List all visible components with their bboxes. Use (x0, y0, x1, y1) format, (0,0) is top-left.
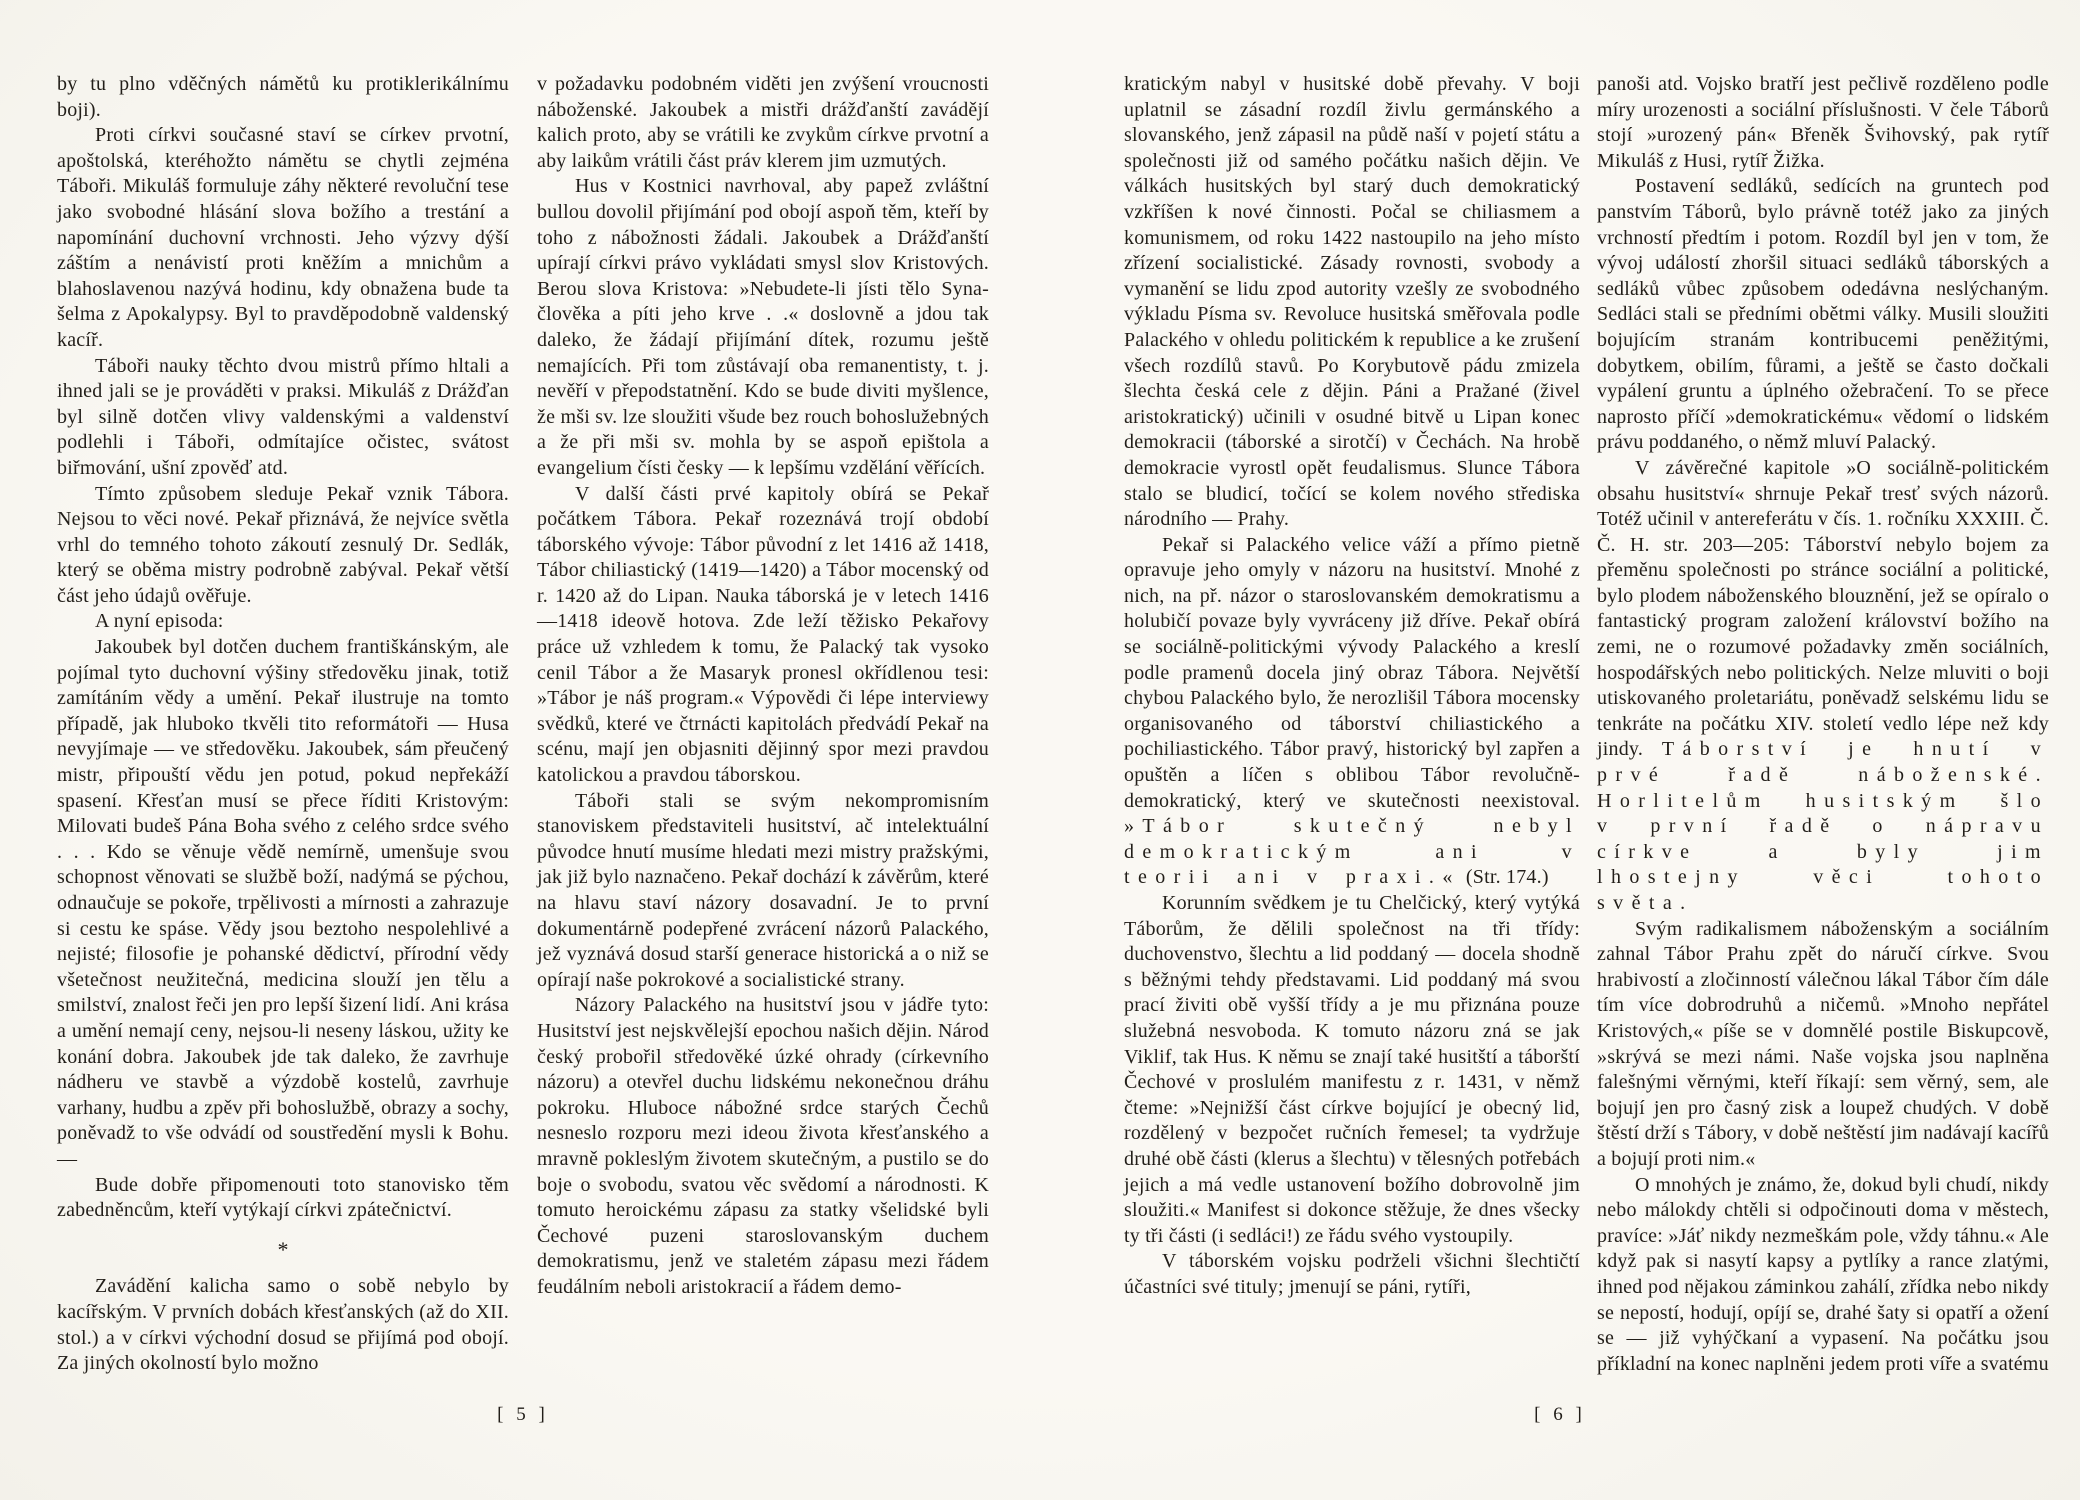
page5-column-1 (57, 72, 509, 1377)
page6-column-2 (1597, 72, 2049, 1377)
paragraph: Svým radikalismem náboženským a sociálním zahnal Tábor Prahu zpět do náručí církve. Svou hrabivostí a zločinností válečnou lákal Tábor čím dále tím více dobrodruhů a ničemů. »Mnoho nepřátel Kristových,« píše se v domnělé postile Biskupcově, »skrývá se mezi námi. Naše vojska jsou naplněna falešnými věrnými, kteří říkají: sem věrný, sem, ale bojují jen pro časný zisk a loupež chudých. V době štěstí drží s Tábory, v době neštěstí jim nadávají kacířů a bojují proti nim.« (1597, 917, 2049, 1170)
paragraph (1124, 533, 1580, 891)
page-left (57, 72, 989, 1462)
paragraph: Postavení sedláků, sedících na gruntech pod panstvím Táborů, bylo právně totéž jako za jiných vrchností předtím i potom. Rozdíl byl jen v tom, že vývoj událostí zhoršil situaci sedláků táborských a sedláků vůbec způsobem odedávna neslýchaným. Sedláci stali se předními obětmi války. Musili sloužiti bojujícím stranám kontribucemi peněžitými, dobytkem, obilím, fůrami, a ještě se často dočkali vypálení gruntu a úplného ožebračení. To se přece naprosto příčí »demokratickému« vědomí o lidském právu poddaného, o němž mluví Palacký. (1597, 175, 2049, 454)
paragraph: Názory Palackého na husitství jsou v jádře tyto: Husitství jest nejskvělejší epochou našich dějin. Národ český probořil středověké úzké ohrady (církevního názoru) a otevřel duchu lidskému nekonečnou dráhu pokroku. Hluboce nábožné srdce starých Čechů nesneslo rozporu mezi ideou života křesťanského a mravně pokleslým životem skutečným, a pustilo se do boje o svobodu, svatou věc svědomí a národnosti. K tomuto heroickému zápasu za statky všelidské byli Čechové puzeni staroslovanským duchem demokratismu, jenž ve staletém zápasu mezi řádem feudálním neboli aristokracií a řádem demo- (537, 994, 989, 1298)
paragraph-segment: (Str. 174.) (1460, 866, 1549, 889)
paragraph: panoši atd. Vojsko bratří jest pečlivě rozděleno podle míry urozenosti a sociální příslušnosti. V čele Táborů stojí »urozený pán« Břeněk Švihovský, pak rytíř Mikuláš z Husi, rytíř Žižka. (1597, 73, 2049, 172)
paragraph: Zavádění kalicha samo o sobě nebylo by kacířským. V prvních dobách křesťanských (až do XII. stol.) a v církvi východní dosud se přijímá pod obojí. Za jiných okolností bylo možno (57, 1275, 509, 1375)
page5-column-2 (537, 72, 989, 1301)
paragraph: Korunním svědkem je tu Chelčický, který vytýká Táborům, že dělili společnost na tři třídy: duchovenstvo, šlechtu a lid poddaný — docela shodně s běžnými tehdy představami. Lid poddaný má svou prací živiti obě vyšší třídy a je mu přiznána pouze služebná nesvoboda. K tomuto názoru zná se jak Viklif, tak Hus. K němu se znají také husitští a táborští Čechové v proslulém manifestu z r. 1431, v němž čteme: »Nejnižší část církve bojující je obecný lid, rozdělený v bezpočet ručních řemesel; ta vydržuje druhé obě části (klerus a šlechtu) v tělesných potřebách jejich a má vedle ustanovení božího dobrovolně jim sloužiti.« Manifest si dokonce stěžuje, že dnes všecky ty tři části (i sedláci!) ze řádu svého vystoupily. (1124, 892, 1580, 1247)
paragraph: Jakoubek byl dotčen duchem františkánským, ale pojímal tyto duchovní výšiny středověku jinak, totiž zamítáním vědy a umění. Pekař ilustruje na tomto případě, jak hluboko tkvěli tito reformátoři — Husa nevyjímaje — ve středověku. Jakoubek, sám přeučený mistr, připouští vědu jen potud, pokud nepřekáží spasení. Křesťan musí se přece říditi Kristovým: Milovati budeš Pána Boha svého z celého srdce svého . . . Kdo se věnuje vědě nemírně, umenšuje svou schopnost věnovati se službě boží, nadýmá se pýchou, odnaučuje se pokoře, trpělivosti a mírnosti a zahrazuje si cestu ke spáse. Vědy jsou beztoho nespolehlivé a nejisté; filosofie je pohanské dědictví, přírodní vědy všetečnost neužitečná, medicina slouží jen tělu a smilství, znalost řeči jen pro lepší šizení lidí. Ani krása a umění nemají ceny, nejsou-li neseny láskou, užity ke konání dobra. Jakoubek jde tak daleko, že zavrhuje nádheru ve stavbě a výzdobě kostelů, zavrhuje varhany, hudbu a zpěv při bohoslužbě, obrazy a sochy, poněvadž to vše odvádí od soustředění mysli k Bohu. — (57, 636, 509, 1170)
paragraph: Bude dobře připomenouti toto stanovisko těm zabedněncům, kteří vytýkají církvi zpátečnictví. (57, 1173, 509, 1222)
paragraph: kratickým nabyl v husitské době převahy. V boji uplatnil se zásadní rozdíl živlu germánského a slovanského, jenž zápasil na půdě naší v pojetí státu a společnosti již od samého počátku našich dějin. Ve válkách husitských byl starý duch demokratický vzkříšen k nové činnosti. Počal se chiliasmem a komunismem, od roku 1422 nastoupilo na jeho místo zřízení socialistické. Zásady rovnosti, svobody a vymanění se lidu zpod autority vzešly ze svobodného výkladu Písma sv. Revoluce husitská směřovala podle Palackého v ohledu politickém k republice a ke zrušení všech rozdílů stavů. Po Korybutově pádu zmizela šlechta česká cele z dějin. Páni a Pražané (živel aristokratický) učinili v osudné bitvě u Lipan konec demokracii (táborské a sirotčí) v Čechách. Na hrobě demokracie vyrostl opět feudalismus. Slunce Tábora stalo se bludicí, točící se kolem nového střediska národního — Prahy. (1124, 73, 1580, 531)
paragraph (1597, 456, 2049, 917)
page6-column-1 (1124, 72, 1580, 1301)
paragraph-segment: V závěrečné kapitole »O sociálně-politickém obsahu husitství« shrnuje Pekař tresť svých názorů. Totéž učinil v antereferátu v čís. 1. ročníku XXXIII. Č. Č. H. str. 203—205: Táborství nebylo bojem za přeměnu společnosti po stránce sociální a politické, bylo plodem náboženského blouznění, jež se opíralo o fantastický program založení království božího na zemi, ne o rozumové požadavky změn sociálních, hospodářských nebo politických. Nelze mluviti o boji utiskovaného proletariátu, poněvadž selskému lidu se tenkráte na počátku XIV. století vedlo lépe než kdy jindy. (1597, 456, 2049, 761)
page-number-right: [ 6 ] (1534, 1404, 1586, 1425)
paragraph: O mnohých je známo, že, dokud byli chudí, nikdy nebo málokdy chtěli si odpočinouti doma v městech, pravíce: »Jáť nikdy nezmeškám pole, vždy táhnu.« Ale když pak si nasytí kapsy a pytlíky a rance zlatými, ihned pod nějakou záminkou zahálí, zřídka nebo nikdy se nepostí, hodují, opíjí se, drahé šaty si opatří a ožení se — již vyhýčkaní a vypasení. Na počátku jsou příkladní na konec naplněni jedem proti víře a svatému (1597, 1173, 2049, 1375)
paragraph: V další části prvé kapitoly obírá se Pekař počátkem Tábora. Pekař rozeznává trojí období táborského vývoje: Tábor původní z let 1416 až 1418, Tábor chiliastický (1419—1420) a Tábor mocenský od r. 1420 až do Lipan. Nauka táborská je v letech 1416—1418 ideově hotova. Zde leží těžisko Pekařovy práce už vzhledem k tomu, že Palacký tak vysoko cenil Tábor a že Masaryk pronesl okřídlenou tesi: »Tábor je náš program.« Výpovědi či lépe interviewy svědků, které ve čtrnácti kapitolách předvádí Pekař na scénu, mají jen objasniti dějinný spor mezi pravdou katolickou a pravdou táborskou. (537, 482, 989, 787)
paragraph: Tímto způsobem sleduje Pekař vznik Tábora. Nejsou to věci nové. Pekař přiznává, že nejvíce světla vrhl do temného tohoto zákoutí zesnulý Dr. Sedlák, který se oběma mistry podrobně zabýval. Pekař větší část jeho údajů ověřuje. (57, 482, 509, 607)
paragraph-segment: Pekař si Palackého velice váží a přímo pietně opravuje jeho omyly v názoru na husitství. Mnohé z nich, na př. názor o staroslovanském demokratismu a holubičí povaze byly vyvráceny již dříve. Pekař obírá se sociálně-politickými vývody Palackého a kreslí podle pramenů docela jiný obraz Tábora. Největší chybou Palackého bylo, že nerozlišil Tábora mocensky organisovaného od táborství chiliastického a pochiliastického. Tábor pravý, historický byl zapřen a opuštěn a líčen s oblibou Tábor revolučně-demokratický, který ve skutečnosti neexistoval. (1124, 533, 1580, 812)
paragraph: v požadavku podobném viděti jen zvýšení vroucnosti náboženské. Jakoubek a mistři drážďanští zavádějí kalich proto, aby se vrátili ke zvykům církve prvotní a aby laikům vrátili část práv klerem jim uzmutých. (537, 73, 989, 172)
letterspaced-quote: Táborství je hnutí v prvé řadě náboženské. Horlitelům husitským šlo v první řadě o nápravu církve a byly jim lhostejny věci tohoto světa. (1597, 738, 2049, 914)
paragraph: A nyní episoda: (95, 610, 224, 633)
paragraph: Táboři nauky těchto dvou mistrů přímo hltali a ihned jali se je prováděti v praksi. Mikuláš z Drážďan byl silně dotčen vlivy valdenskými a valdenství podlehli i Táboři, odmítajíce očistec, svátost biřmování, ušní zpověď atd. (57, 354, 509, 479)
asterisk-separator: * (277, 1236, 289, 1262)
paragraph: Hus v Kostnici navrhoval, aby papež zvláštní bullou dovolil přijímání pod obojí aspoň těm, kteří by toho z nábožnosti žádali. Jakoubek a Drážďanští upírají církvi právo vykládati smysl slov Kristových. Berou slova Kristova: »Nebudete-li jísti tělo Syna-člověka a píti jeho krve . .« doslovně a jdou tak daleko, že žádají přijímání dítek, rozumu ještě nemajících. Při tom zůstávají oba remanentisty, t. j. nevěří v přepodstatnění. Kdo se bude diviti myšlence, že mši sv. lze sloužiti všude bez rouch bohoslužebných a že při mši sv. mohla by se aspoň epištola a evangelium čísti česky — k lepšímu vzdělání věřících. (537, 175, 989, 479)
letterspaced-quote: »Tábor skutečný nebyl demokratickým ani v teorii ani v praxi.« (1124, 815, 1580, 889)
paragraph: Táboři stali se svým nekompromisním stanoviskem představiteli husitství, ač intelektuální původce hnutí musíme hledati mezi mistry pražskými, jak již bylo naznačeno. Pekař dochází k závěrům, které na hlavu staví názory dosavadní. Je to první dokumentárně podepřené zvrácení názorů Palackého, jež vyznává dosud starší generace historická a o niž se opírají naše pokrokové a socialistické strany. (537, 789, 989, 991)
paragraph: V táborském vojsku podrželi všichni šlechtičtí účastníci své tituly; jmenují se páni, rytíři, (1124, 1250, 1580, 1298)
paragraph: by tu plno vděčných námětů ku protiklerikálnímu boji). (57, 73, 509, 121)
page-right (1124, 72, 2056, 1462)
page-number-left: [ 5 ] (497, 1404, 549, 1425)
paragraph: Proti církvi současné staví se církev prvotní, apoštolská, kteréhožto námětu se chytli zejména Táboři. Mikuláš formuluje záhy některé revoluční tese jako svobodné hlásání slova božího a trestání a napomínání duchovní vrchnosti. Jeho výzvy dýší záštím a nenávistí proti kněžím a mnichům a blahoslavenou nazývá hodinu, kdy obnažena bude ta šelma z Apokalypsy. Byl to pravděpodobně valdenský kacíř. (57, 124, 509, 351)
